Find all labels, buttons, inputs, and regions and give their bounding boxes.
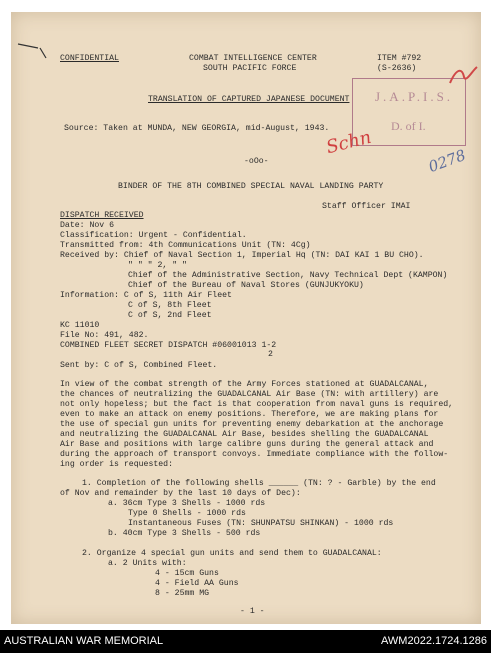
- confidential-label: CONFIDENTIAL: [60, 54, 119, 63]
- dispatch-received-3: Chief of the Administrative Section, Navy Technical Dept (KAMPON): [128, 271, 448, 280]
- body-line: ing order is requested:: [60, 460, 174, 469]
- dispatch-received-1: Received by: Chief of Naval Section 1, Imperial Hq (TN: DAI KAI 1 BU CHO).: [60, 251, 424, 260]
- source-line: Source: Taken at MUNDA, NEW GEORGIA, mid-August, 1943.: [64, 124, 330, 133]
- body-line: the chances of neutralizing the GUADALCANAL Air Base (TN: with artillery) are: [60, 390, 439, 399]
- dispatch-file: File No: 491, 482.: [60, 331, 149, 340]
- staff-officer: Staff Officer IMAI: [322, 202, 411, 211]
- item1-line1: 1. Completion of the following shells ______ (TN: ? - Garble) by the end: [82, 479, 436, 488]
- handwritten-number: 0278: [426, 146, 469, 176]
- body-line: even to make an attack on enemy positions. Therefore, we are making plans for: [60, 410, 439, 419]
- item1-a3: Instantaneous Fuses (TN: SHUNPATSU SHINKAN) - 1000 rds: [128, 519, 394, 528]
- item1-a2: Type 0 Shells - 1000 rds: [128, 509, 246, 518]
- separator: -oOo-: [244, 157, 269, 166]
- dispatch-heading: DISPATCH RECEIVED: [60, 211, 144, 220]
- document-title: TRANSLATION OF CAPTURED JAPANESE DOCUMENT: [148, 95, 350, 104]
- body-line: during the approach of transport convoys. Immediate compliance with the follow-: [60, 450, 449, 459]
- item2-a: a. 2 Units with:: [108, 559, 187, 568]
- item2-a2: 4 - Field AA Guns: [155, 579, 239, 588]
- dispatch-info-2: C of S, 8th Fleet: [128, 301, 212, 310]
- dispatch-sent: Sent by: C of S, Combined Fleet.: [60, 361, 218, 370]
- red-pencil-mark: [446, 63, 480, 89]
- footer-bar: [0, 630, 491, 653]
- footer-source: AUSTRALIAN WAR MEMORIAL: [4, 635, 164, 647]
- item2-a1: 4 - 15cm Guns: [155, 569, 219, 578]
- item1-line2: of Nov and remainder by the last 10 days of Dec):: [60, 489, 301, 498]
- stamp-line1: J.A.P.I.S.: [375, 89, 454, 104]
- center-line1: COMBAT INTELLIGENCE CENTER: [189, 54, 317, 63]
- dispatch-received-4: Chief of the Bureau of Naval Stores (GUNJUKYOKU): [128, 281, 364, 290]
- item-code: (S-2636): [377, 64, 417, 73]
- handwritten-initials: Schn: [324, 126, 374, 159]
- stamp-line2: D. of I.: [391, 119, 426, 133]
- dispatch-transmitted: Transmitted from: 4th Communications Unit (TN: 4Cg): [60, 241, 311, 250]
- body-line: the use of special gun units for preventing enemy debarkation at the anchorage: [60, 420, 444, 429]
- dispatch-classification: Classification: Urgent - Confidential.: [60, 231, 247, 240]
- dispatch-secret: COMBINED FLEET SECRET DISPATCH #06001013 1-2: [60, 341, 277, 350]
- body-line: Air Base and positions with large calibre guns during the general attack and: [60, 440, 434, 449]
- item1-b: b. 40cm Type 3 Shells - 500 rds: [108, 529, 261, 538]
- body-line: In view of the combat strength of the Army Forces stationed at GUADALCANAL,: [60, 380, 429, 389]
- item1-a1: a. 36cm Type 3 Shells - 1000 rds: [108, 499, 266, 508]
- item-number: ITEM #792: [377, 54, 422, 63]
- dispatch-kc: KC 11010: [60, 321, 100, 330]
- dispatch-fraction-den: 2: [268, 350, 273, 359]
- item2-a3: 8 - 25mm MG: [155, 589, 210, 598]
- footer-accession: AWM2022.1724.1286: [381, 635, 487, 647]
- body-line: not only hopeless; but the fact is that cooperation from naval guns is required,: [60, 400, 454, 409]
- center-line2: SOUTH PACIFIC FORCE: [203, 64, 297, 73]
- corner-pencil-mark: [16, 38, 52, 64]
- dispatch-info-1: Information: C of S, 11th Air Fleet: [60, 291, 232, 300]
- page-number: - 1 -: [240, 607, 265, 616]
- binder-heading: BINDER OF THE 8TH COMBINED SPECIAL NAVAL LANDING PARTY: [118, 182, 384, 191]
- dispatch-info-3: C of S, 2nd Fleet: [128, 311, 212, 320]
- body-line: and neutralizing the GUADALCANAL Air Base, besides shelling the GUADALCANAL: [60, 430, 429, 439]
- dispatch-received-2: " " " 2, " ": [128, 261, 187, 270]
- dispatch-date: Date: Nov 6: [60, 221, 115, 230]
- item2-line1: 2. Organize 4 special gun units and send them to GUADALCANAL:: [82, 549, 382, 558]
